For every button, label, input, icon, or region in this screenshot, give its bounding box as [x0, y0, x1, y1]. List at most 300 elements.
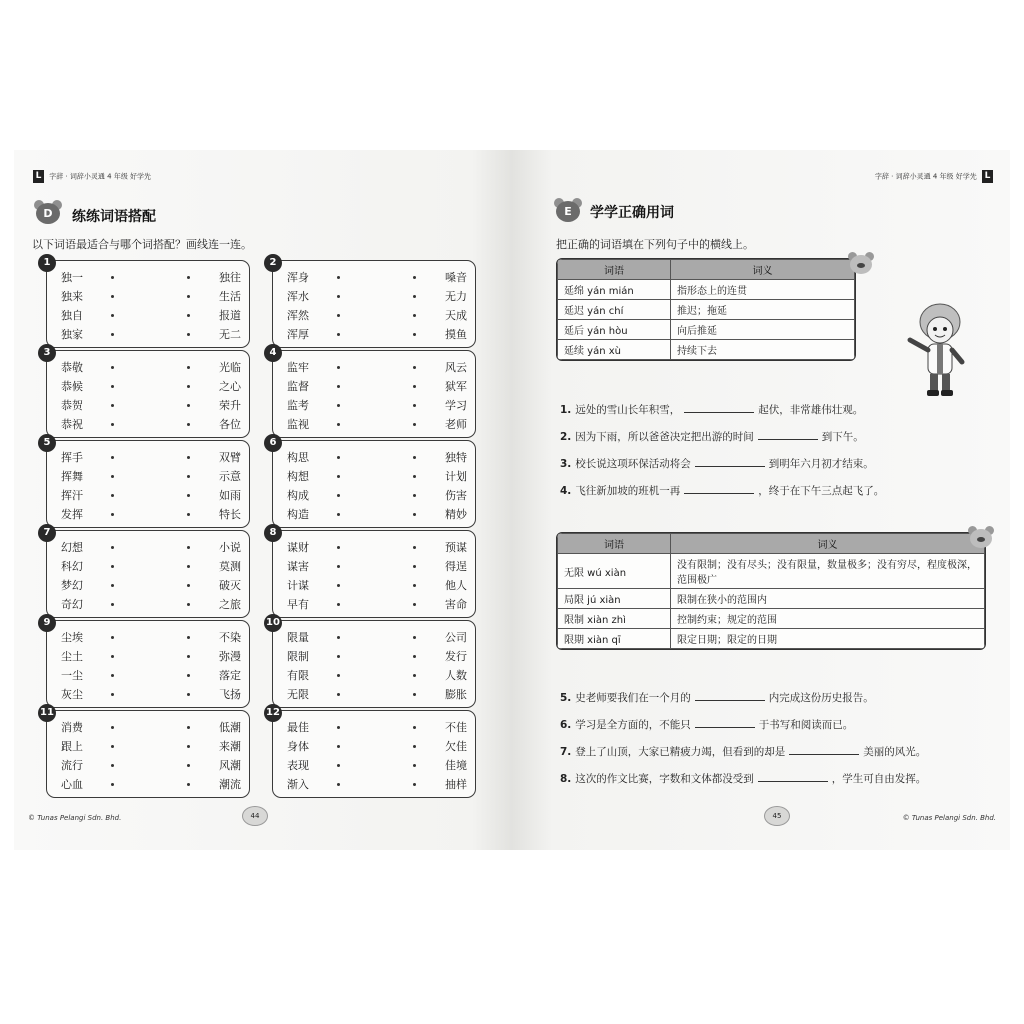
section-badge-d [34, 200, 62, 224]
right-word: 低潮 [219, 721, 241, 734]
connect-dot[interactable] [111, 494, 114, 497]
matching-box-3 [43, 347, 250, 438]
page-number: 44 [242, 806, 268, 826]
connect-dot[interactable] [413, 423, 416, 426]
connect-dot[interactable] [187, 513, 190, 516]
matching-box-4 [269, 347, 476, 438]
connect-dot[interactable] [413, 565, 416, 568]
connect-dot[interactable] [111, 333, 114, 336]
question-number: 3. [560, 458, 572, 470]
left-word: 无限 [287, 688, 309, 701]
matching-box-5 [43, 437, 250, 528]
connect-dot[interactable] [187, 584, 190, 587]
right-word: 得逞 [445, 560, 467, 573]
connect-dot[interactable] [111, 584, 114, 587]
connect-dot[interactable] [111, 366, 114, 369]
answer-blank[interactable] [684, 404, 754, 413]
match-row [47, 324, 249, 342]
left-word: 构成 [287, 489, 309, 502]
connect-dot[interactable] [111, 636, 114, 639]
connect-dot[interactable] [337, 546, 340, 549]
table-row [558, 300, 855, 320]
connect-dot[interactable] [413, 456, 416, 459]
connect-dot[interactable] [111, 546, 114, 549]
match-row [47, 504, 249, 522]
match-row [47, 774, 249, 792]
sentence-part-a: 学习是全方面的，不能只 [575, 719, 691, 731]
connect-dot[interactable] [337, 745, 340, 748]
section-title: 学学正确用词 [590, 205, 674, 221]
box-number: 9 [38, 614, 56, 632]
match-row [273, 627, 475, 645]
connect-dot[interactable] [413, 693, 416, 696]
connect-dot[interactable] [187, 333, 190, 336]
matching-box-2 [269, 257, 476, 348]
header-icon: L [33, 170, 44, 183]
left-word: 尘埃 [61, 631, 83, 644]
match-row [273, 485, 475, 503]
answer-blank[interactable] [684, 485, 754, 494]
left-word: 科幻 [61, 560, 83, 573]
connect-dot[interactable] [111, 674, 114, 677]
connect-dot[interactable] [111, 423, 114, 426]
connect-dot[interactable] [187, 565, 190, 568]
answer-blank[interactable] [758, 431, 818, 440]
match-row [47, 594, 249, 612]
match-row [273, 357, 475, 375]
section-letter: E [556, 201, 580, 222]
connect-dot[interactable] [413, 764, 416, 767]
bear-icon [848, 252, 874, 274]
connect-dot[interactable] [413, 546, 416, 549]
match-row [47, 665, 249, 683]
connect-dot[interactable] [413, 603, 416, 606]
connect-dot[interactable] [413, 674, 416, 677]
left-word: 跟上 [61, 740, 83, 753]
match-row [273, 755, 475, 773]
connect-dot[interactable] [413, 314, 416, 317]
connect-dot[interactable] [187, 546, 190, 549]
sentence-part-a: 这次的作文比赛，字数和文体都没受到 [575, 773, 754, 785]
left-word: 挥汗 [61, 489, 83, 502]
left-word: 独一 [61, 271, 83, 284]
match-row [273, 286, 475, 304]
page-number: 45 [764, 806, 790, 826]
matching-box-9 [43, 617, 250, 708]
left-word: 构造 [287, 508, 309, 521]
connect-dot[interactable] [187, 404, 190, 407]
connect-dot[interactable] [413, 276, 416, 279]
meaning-cell: 指形态上的连贯 [671, 280, 855, 300]
right-word: 小说 [219, 541, 241, 554]
word-cell: 局限 jú xiàn [558, 589, 671, 609]
vocab-table-1-frame [556, 258, 856, 361]
right-word: 不染 [219, 631, 241, 644]
left-word: 限量 [287, 631, 309, 644]
left-word: 恭贺 [61, 399, 83, 412]
sentence-part-b: 到下午。 [821, 431, 864, 443]
connect-dot[interactable] [111, 655, 114, 658]
exercise-sentence [560, 429, 864, 444]
match-row [47, 395, 249, 413]
connect-dot[interactable] [337, 494, 340, 497]
connect-dot[interactable] [187, 636, 190, 639]
vocab-table-2 [557, 533, 985, 649]
vocab-table-2-frame [556, 532, 986, 650]
copyright: © Tunas Pelangi Sdn. Bhd. [28, 814, 122, 822]
left-word: 渐入 [287, 778, 309, 791]
matching-box-12 [266, 707, 476, 798]
match-row [273, 466, 475, 484]
header-word: 词语 [558, 260, 671, 280]
section-letter: D [36, 203, 60, 224]
connect-dot[interactable] [111, 404, 114, 407]
connect-dot[interactable] [413, 783, 416, 786]
match-row [47, 736, 249, 754]
right-word: 落定 [219, 669, 241, 682]
connect-dot[interactable] [413, 404, 416, 407]
right-word: 潮流 [219, 778, 241, 791]
right-word: 之心 [219, 380, 241, 393]
left-word: 独自 [61, 309, 83, 322]
table-row [558, 340, 855, 360]
sentence-part-b: 美丽的风光。 [863, 746, 927, 758]
sentence-part-b: 到明年六月初才结束。 [768, 458, 874, 470]
answer-blank[interactable] [758, 773, 828, 782]
meaning-cell: 持续下去 [671, 340, 855, 360]
right-word: 光临 [219, 361, 241, 374]
connect-dot[interactable] [337, 636, 340, 639]
answer-blank[interactable] [695, 692, 765, 701]
connect-dot[interactable] [187, 494, 190, 497]
match-row [273, 684, 475, 702]
match-row [47, 646, 249, 664]
connect-dot[interactable] [111, 314, 114, 317]
left-word: 最佳 [287, 721, 309, 734]
connect-dot[interactable] [337, 456, 340, 459]
answer-blank[interactable] [695, 458, 765, 467]
left-word: 构思 [287, 451, 309, 464]
left-word: 有限 [287, 669, 309, 682]
left-word: 构想 [287, 470, 309, 483]
question-number: 7. [560, 746, 572, 758]
connect-dot[interactable] [111, 565, 114, 568]
connect-dot[interactable] [337, 764, 340, 767]
connect-dot[interactable] [187, 423, 190, 426]
match-row [273, 447, 475, 465]
connect-dot[interactable] [337, 783, 340, 786]
table-row [558, 609, 985, 629]
sentence-part-a: 史老师要我们在一个月的 [575, 692, 691, 704]
answer-blank[interactable] [789, 746, 859, 755]
exercise-sentence [560, 771, 926, 786]
exercise-sentence [560, 717, 853, 732]
left-word: 灰尘 [61, 688, 83, 701]
connect-dot[interactable] [337, 333, 340, 336]
match-row [273, 395, 475, 413]
left-header-text: 字辞 · 词辞小灵通 4 年级 好学先 [49, 172, 152, 181]
mascot-character-icon [902, 300, 972, 400]
match-row [47, 286, 249, 304]
word-cell: 限期 xiàn qī [558, 629, 671, 649]
match-row [47, 537, 249, 555]
word-cell: 限制 xiàn zhì [558, 609, 671, 629]
connect-dot[interactable] [111, 783, 114, 786]
right-word: 发行 [445, 650, 467, 663]
left-word: 独来 [61, 290, 83, 303]
connect-dot[interactable] [111, 726, 114, 729]
copyright: © Tunas Pelangi Sdn. Bhd. [902, 814, 996, 822]
box-number: 10 [264, 614, 282, 632]
right-word: 如雨 [219, 489, 241, 502]
exercise-sentence [560, 402, 863, 417]
connect-dot[interactable] [187, 475, 190, 478]
connect-dot[interactable] [337, 655, 340, 658]
right-word: 学习 [445, 399, 467, 412]
connect-dot[interactable] [337, 295, 340, 298]
right-word: 人数 [445, 669, 467, 682]
match-row [273, 537, 475, 555]
match-row [47, 627, 249, 645]
word-cell: 延后 yán hòu [558, 320, 671, 340]
connect-dot[interactable] [187, 726, 190, 729]
match-row [47, 556, 249, 574]
connect-dot[interactable] [187, 385, 190, 388]
right-word: 各位 [219, 418, 241, 431]
table-header-row [558, 260, 855, 280]
right-word: 膨胀 [445, 688, 467, 701]
sentence-part-b: 起伏，非常雄伟壮观。 [758, 404, 864, 416]
right-word: 抽样 [445, 778, 467, 791]
exercise-sentence [560, 456, 874, 471]
match-row [47, 267, 249, 285]
connect-dot[interactable] [337, 385, 340, 388]
box-number: 4 [264, 344, 282, 362]
connect-dot[interactable] [187, 655, 190, 658]
header-meaning: 词义 [671, 534, 985, 554]
connect-dot[interactable] [413, 636, 416, 639]
connect-dot[interactable] [337, 584, 340, 587]
box-number: 6 [264, 434, 282, 452]
left-word: 消费 [61, 721, 83, 734]
left-word: 挥手 [61, 451, 83, 464]
matching-box-11 [40, 707, 250, 798]
match-row [273, 736, 475, 754]
left-word: 监督 [287, 380, 309, 393]
match-row [273, 665, 475, 683]
match-row [273, 414, 475, 432]
connect-dot[interactable] [413, 745, 416, 748]
section-title: 练练词语搭配 [72, 209, 156, 225]
connect-dot[interactable] [413, 726, 416, 729]
connect-dot[interactable] [413, 513, 416, 516]
match-row [273, 267, 475, 285]
workbook-spread [14, 150, 1010, 850]
left-word: 浑然 [287, 309, 309, 322]
table-row [558, 280, 855, 300]
connect-dot[interactable] [111, 385, 114, 388]
right-word: 欠佳 [445, 740, 467, 753]
left-word: 幻想 [61, 541, 83, 554]
connect-dot[interactable] [111, 764, 114, 767]
connect-dot[interactable] [187, 764, 190, 767]
header-icon: L [982, 170, 993, 183]
question-number: 4. [560, 485, 572, 497]
meaning-cell: 没有限制；没有尽头；没有限量，数量极多；没有穷尽，程度极深，范围极广 [671, 554, 985, 589]
connect-dot[interactable] [337, 475, 340, 478]
match-row [273, 504, 475, 522]
connect-dot[interactable] [111, 745, 114, 748]
question-number: 6. [560, 719, 572, 731]
left-word: 恭祝 [61, 418, 83, 431]
right-header [875, 170, 996, 183]
right-word: 双臂 [219, 451, 241, 464]
left-word: 表现 [287, 759, 309, 772]
connect-dot[interactable] [187, 783, 190, 786]
right-word: 之旅 [219, 598, 241, 611]
connect-dot[interactable] [337, 603, 340, 606]
right-word: 无力 [445, 290, 467, 303]
left-word: 早有 [287, 598, 309, 611]
connect-dot[interactable] [111, 276, 114, 279]
sentence-part-a: 远处的雪山长年积雪， [575, 404, 681, 416]
left-word: 监考 [287, 399, 309, 412]
meaning-cell: 向后推延 [671, 320, 855, 340]
right-word: 伤害 [445, 489, 467, 502]
connect-dot[interactable] [337, 674, 340, 677]
connect-dot[interactable] [413, 655, 416, 658]
right-word: 独特 [445, 451, 467, 464]
connect-dot[interactable] [187, 693, 190, 696]
connect-dot[interactable] [337, 423, 340, 426]
connect-dot[interactable] [111, 603, 114, 606]
left-word: 身体 [287, 740, 309, 753]
match-row [273, 324, 475, 342]
match-row [47, 684, 249, 702]
sentence-part-a: 登上了山顶，大家已精疲力竭，但看到的却是 [575, 746, 786, 758]
match-row [47, 755, 249, 773]
left-word: 奇幻 [61, 598, 83, 611]
word-cell: 无限 wú xiàn [558, 554, 671, 589]
right-word: 预谋 [445, 541, 467, 554]
connect-dot[interactable] [337, 565, 340, 568]
connect-dot[interactable] [337, 513, 340, 516]
right-word: 风云 [445, 361, 467, 374]
left-word: 浑厚 [287, 328, 309, 341]
connect-dot[interactable] [337, 404, 340, 407]
matching-box-6 [269, 437, 476, 528]
connect-dot[interactable] [413, 475, 416, 478]
header-meaning: 词义 [671, 260, 855, 280]
left-word: 挥舞 [61, 470, 83, 483]
exercise-sentence [560, 690, 874, 705]
matching-box-10 [266, 617, 476, 708]
connect-dot[interactable] [413, 494, 416, 497]
connect-dot[interactable] [187, 456, 190, 459]
connect-dot[interactable] [111, 693, 114, 696]
matching-box-7 [43, 527, 250, 618]
left-word: 独家 [61, 328, 83, 341]
connect-dot[interactable] [187, 295, 190, 298]
left-header [30, 170, 151, 183]
connect-dot[interactable] [413, 366, 416, 369]
answer-blank[interactable] [695, 719, 755, 728]
connect-dot[interactable] [413, 584, 416, 587]
connect-dot[interactable] [187, 674, 190, 677]
question-number: 1. [560, 404, 572, 416]
word-cell: 延续 yán xù [558, 340, 671, 360]
connect-dot[interactable] [337, 693, 340, 696]
left-word: 发挥 [61, 508, 83, 521]
connect-dot[interactable] [187, 745, 190, 748]
match-row [273, 646, 475, 664]
right-word: 荣升 [219, 399, 241, 412]
match-row [273, 305, 475, 323]
match-row [47, 485, 249, 503]
connect-dot[interactable] [413, 333, 416, 336]
left-word: 尘土 [61, 650, 83, 663]
header-word: 词语 [558, 534, 671, 554]
right-word: 害命 [445, 598, 467, 611]
connect-dot[interactable] [111, 475, 114, 478]
connect-dot[interactable] [187, 603, 190, 606]
connect-dot[interactable] [337, 366, 340, 369]
match-row [47, 305, 249, 323]
connect-dot[interactable] [111, 295, 114, 298]
box-number: 11 [38, 704, 56, 722]
match-row [273, 556, 475, 574]
word-cell: 延迟 yán chí [558, 300, 671, 320]
instruction: 把正确的词语填在下列句子中的横线上。 [556, 238, 754, 251]
match-row [47, 447, 249, 465]
section-badge-e [554, 198, 582, 222]
match-row [47, 414, 249, 432]
connect-dot[interactable] [111, 456, 114, 459]
word-cell: 延绵 yán mián [558, 280, 671, 300]
question-number: 5. [560, 692, 572, 704]
connect-dot[interactable] [187, 276, 190, 279]
right-word: 计划 [445, 470, 467, 483]
connect-dot[interactable] [413, 385, 416, 388]
exercise-sentence [560, 744, 926, 759]
left-word: 心血 [61, 778, 83, 791]
connect-dot[interactable] [187, 366, 190, 369]
connect-dot[interactable] [337, 726, 340, 729]
right-word: 来潮 [219, 740, 241, 753]
connect-dot[interactable] [187, 314, 190, 317]
right-word: 飞扬 [219, 688, 241, 701]
sentence-part-b: ，学生可自由发挥。 [831, 773, 927, 785]
match-row [47, 357, 249, 375]
bear-icon [968, 526, 994, 548]
connect-dot[interactable] [111, 513, 114, 516]
left-word: 流行 [61, 759, 83, 772]
right-page [512, 150, 1010, 850]
sentence-part-b: 于书写和阅读而已。 [758, 719, 854, 731]
connect-dot[interactable] [413, 295, 416, 298]
meaning-cell: 限定日期；限定的日期 [671, 629, 985, 649]
match-row [273, 594, 475, 612]
connect-dot[interactable] [337, 314, 340, 317]
right-word: 天成 [445, 309, 467, 322]
connect-dot[interactable] [337, 276, 340, 279]
right-word: 公司 [445, 631, 467, 644]
right-word: 特长 [219, 508, 241, 521]
table-header-row [558, 534, 985, 554]
box-number: 2 [264, 254, 282, 272]
left-word: 浑水 [287, 290, 309, 303]
left-word: 恭候 [61, 380, 83, 393]
